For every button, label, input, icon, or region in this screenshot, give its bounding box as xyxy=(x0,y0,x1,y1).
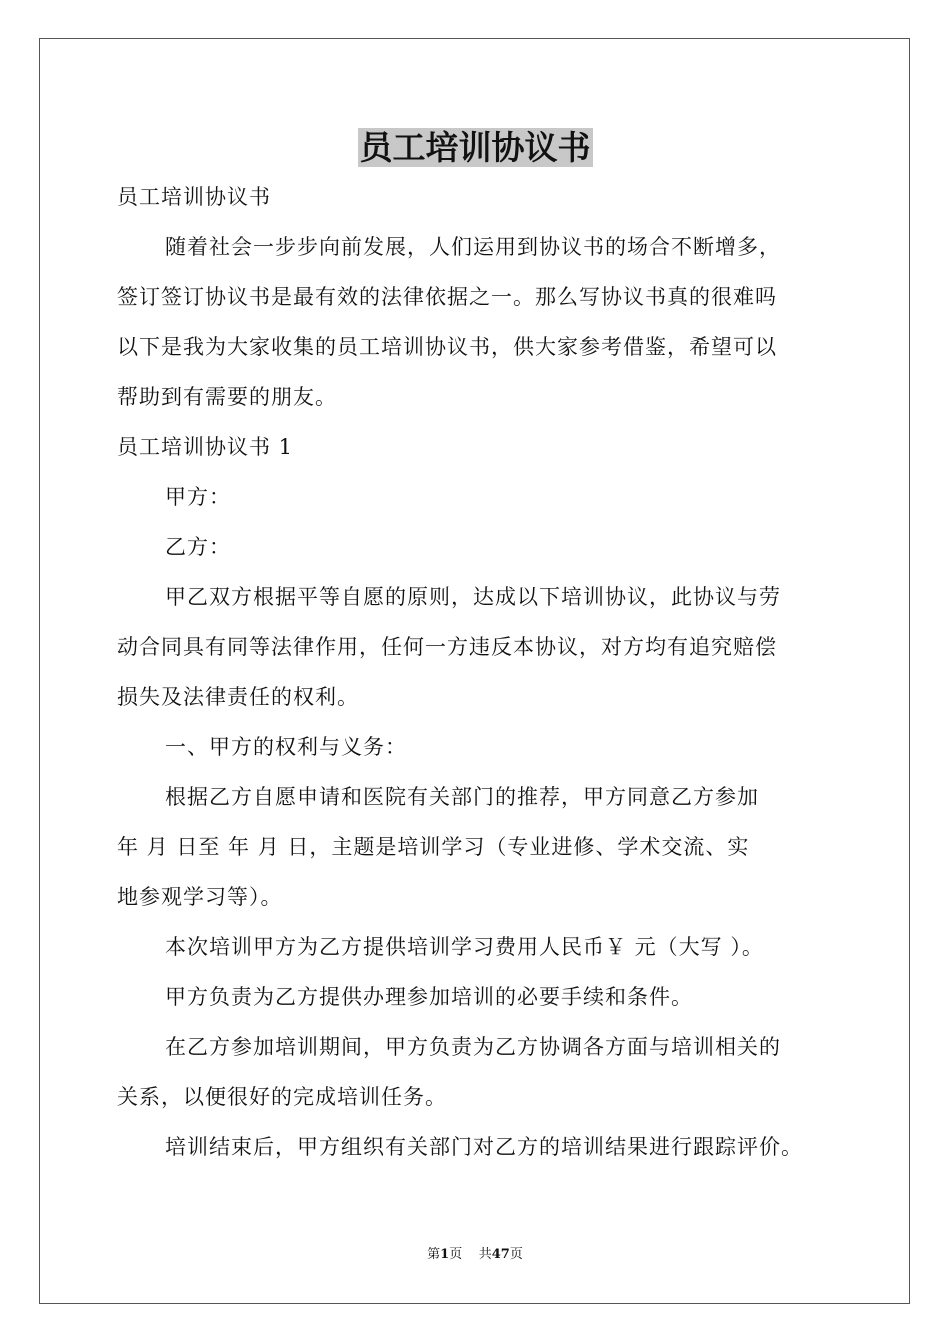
clause-4-line-2: 关系，以便很好的完成培训任务。 xyxy=(117,1085,447,1109)
party-a-label: 甲方： xyxy=(165,485,231,509)
clause-1-paragraph xyxy=(117,778,833,916)
intro-line-2: 签订签订协议书是最有效的法律依据之一。那么写协议书真的很难吗 xyxy=(117,285,777,309)
clause-4-line-1: 在乙方参加培训期间，甲方负责为乙方协调各方面与培训相关的 xyxy=(165,1035,781,1059)
intro-line-3: 以下是我为大家收集的员工培训协议书，供大家参考借鉴，希望可以 xyxy=(117,335,777,359)
document-title-text: 员工培训协议书 xyxy=(359,128,591,167)
page-number: 1 xyxy=(440,1247,450,1262)
party-b-label: 乙方： xyxy=(165,535,231,559)
principle-line-3: 损失及法律责任的权利。 xyxy=(117,685,359,709)
clause-5: 培训结束后，甲方组织有关部门对乙方的培训结果进行跟踪评价。 xyxy=(165,1135,803,1159)
principle-line-2: 动合同具有同等法律作用，任何一方违反本协议，对方均有追究赔偿 xyxy=(117,635,777,659)
clause-4-paragraph xyxy=(117,1028,833,1116)
document-title xyxy=(0,126,950,170)
total-prefix: 共 xyxy=(478,1247,492,1262)
intro-line-1: 随着社会一步步向前发展，人们运用到协议书的场合不断增多， xyxy=(165,235,781,259)
total-suffix: 页 xyxy=(509,1247,523,1262)
total-pages: 47 xyxy=(491,1247,510,1262)
clause-2: 本次培训甲方为乙方提供培训学习费用人民币￥ 元（大写 ）。 xyxy=(165,935,764,959)
page-footer xyxy=(0,1246,950,1264)
page-suffix: 页 xyxy=(449,1247,463,1262)
clause-1-line-3: 地参观学习等）。 xyxy=(117,885,283,909)
clause-heading: 一、甲方的权利与义务： xyxy=(165,735,407,759)
section-heading: 员工培训协议书 1 xyxy=(117,435,294,459)
principle-line-1: 甲乙双方根据平等自愿的原则，达成以下培训协议，此协议与劳 xyxy=(165,585,781,609)
clause-3: 甲方负责为乙方提供办理参加培训的必要手续和条件。 xyxy=(165,985,693,1009)
clause-1-line-2: 年 月 日至 年 月 日，主题是培训学习（专业进修、学术交流、实 xyxy=(117,835,750,859)
document-subtitle: 员工培训协议书 xyxy=(117,185,271,209)
principle-paragraph xyxy=(117,578,833,716)
intro-line-4: 帮助到有需要的朋友。 xyxy=(117,385,337,409)
clause-1-line-1: 根据乙方自愿申请和医院有关部门的推荐，甲方同意乙方参加 xyxy=(165,785,759,809)
document-body xyxy=(117,178,833,1166)
page-prefix: 第 xyxy=(427,1247,441,1262)
intro-paragraph xyxy=(117,228,833,416)
